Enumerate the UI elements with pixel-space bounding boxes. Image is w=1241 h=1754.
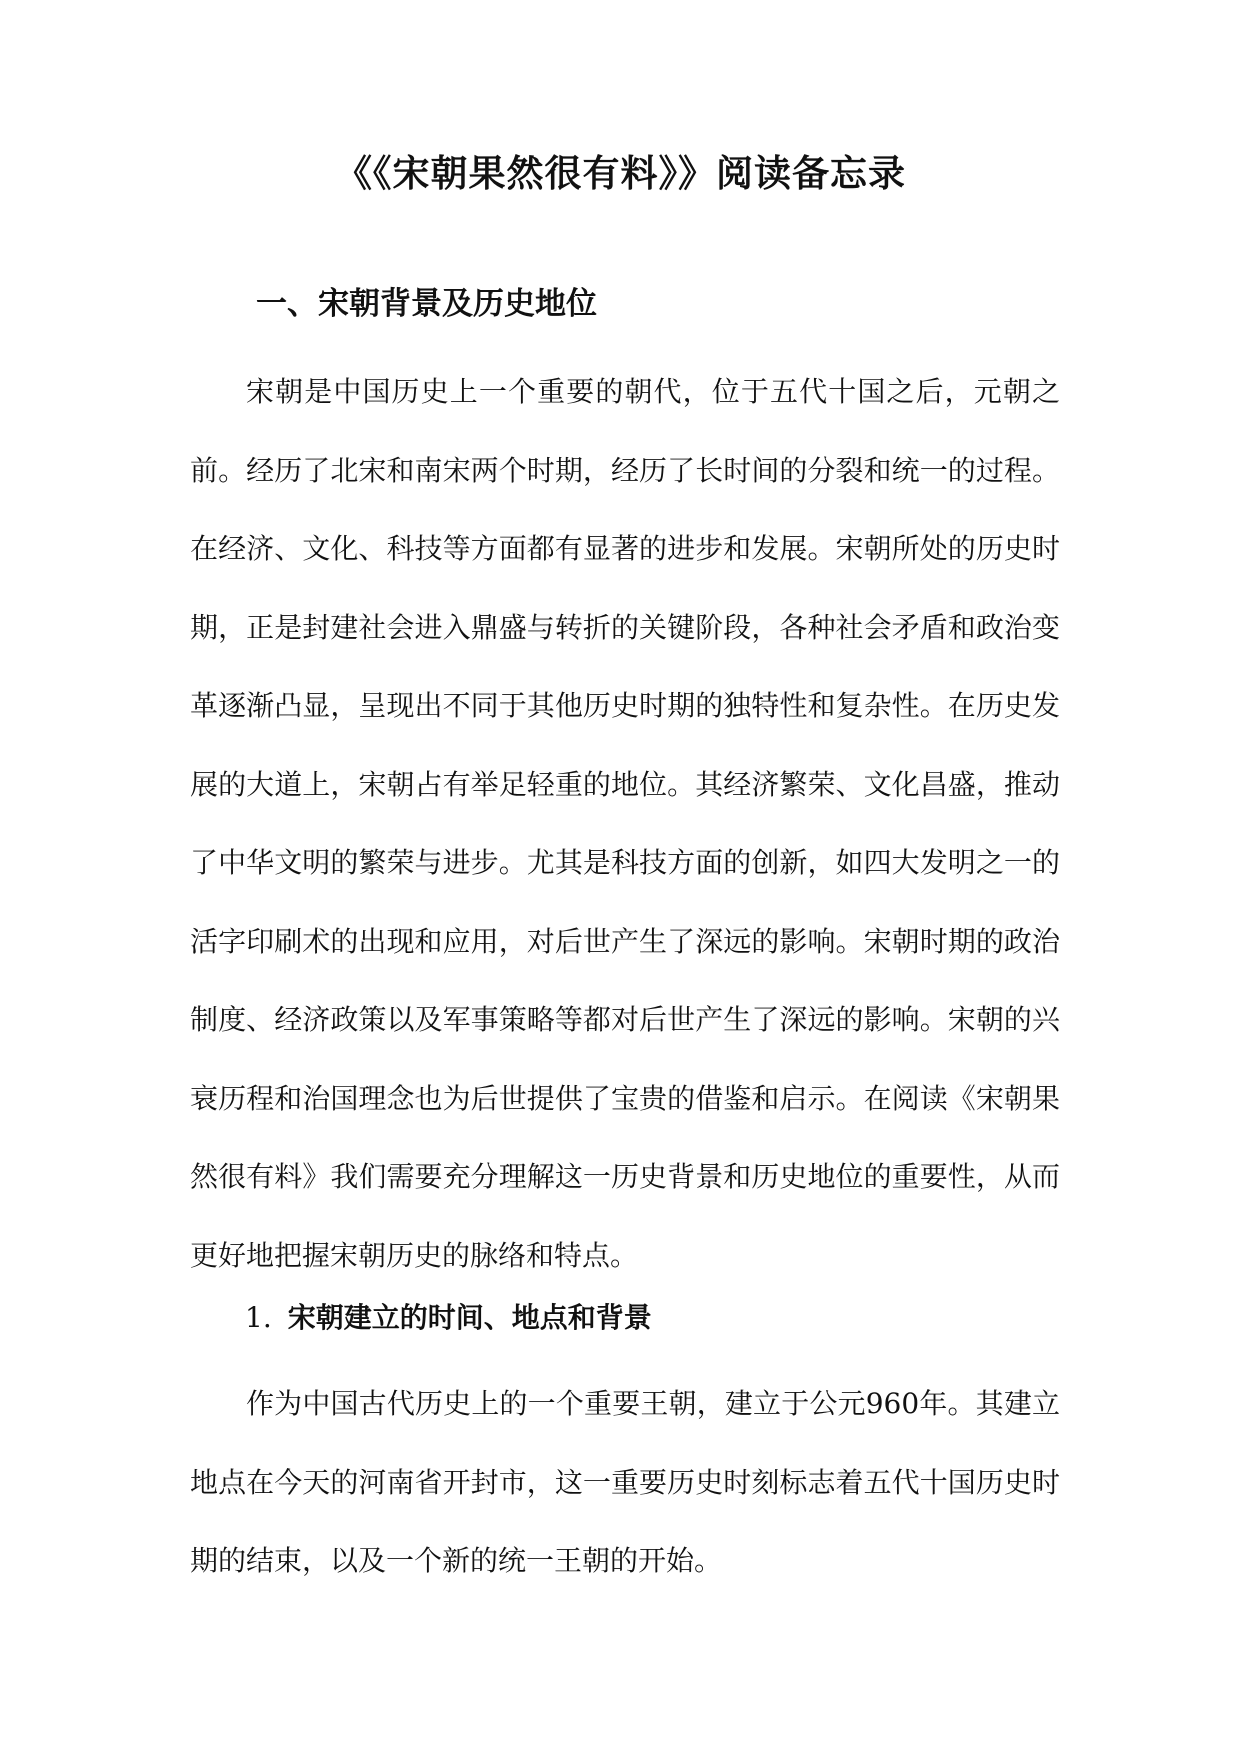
subsection-heading-text: 宋朝建立的时间、地点和背景 — [287, 1301, 652, 1334]
section-paragraph: 宋朝是中国历史上一个重要的朝代，位于五代十国之后，元朝之前。经历了北宋和南宋两个时期，经历了长时间的分裂和统一的过程。在经济、文化、科技等方面都有显著的进步和发展。宋朝所处的历史时期，正是封建社会进入鼎盛与转折的关键阶段，各种社会矛盾和政治变革逐渐凸显，呈现出不同于其他历史时期的独特性和复杂性。在历史发展的大道上，宋朝占有举足轻重的地位。其经济繁荣、文化昌盛，推动了中华文明的繁荣与进步。尤其是科技方面的创新，如四大发明之一的活字印刷术的出现和应用，对后世产生了深远的影响。宋朝时期的政治制度、经济政策以及军事策略等都对后世产生了深远的影响。宋朝的兴衰历程和治国理念也为后世提供了宝贵的借鉴和启示。在阅读《宋朝果然很有料》我们需要充分理解这一历史背景和历史地位的重要性，从而更好地把握宋朝历史的脉络和特点。 — [190, 375, 1060, 1272]
subsection-number: 1. — [245, 1301, 272, 1334]
subsection-heading — [245, 1298, 652, 1338]
section-heading: 一、宋朝背景及历史地位 — [256, 286, 597, 322]
document-title: 《《宋朝果然很有料》》阅读备忘录 — [335, 151, 906, 195]
subsection-paragraph: 作为中国古代历史上的一个重要王朝，建立于公元960年。其建立地点在今天的河南省开封市，这一重要历史时刻标志着五代十国历史时期的结束，以及一个新的统一王朝的开始。 — [190, 1387, 1060, 1577]
